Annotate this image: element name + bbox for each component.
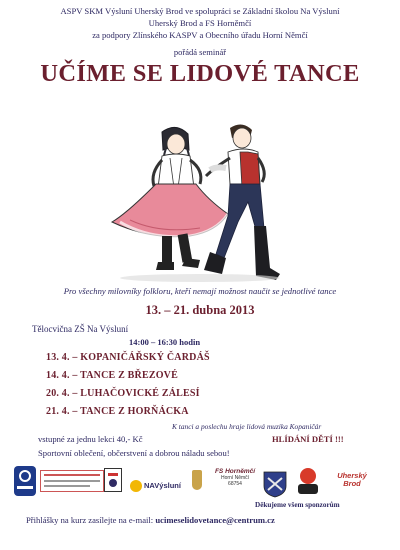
footer-text: Přihlášky na kurz zasílejte na e-mail: bbox=[26, 515, 154, 525]
man-dancer bbox=[204, 124, 280, 280]
uh-text-2: Brod bbox=[343, 479, 361, 488]
seminar-dates: 13. – 21. dubna 2013 bbox=[145, 303, 255, 317]
schedule-date: 13. 4. bbox=[46, 352, 70, 363]
schedule-list bbox=[46, 352, 210, 424]
dancing-couple-illustration bbox=[90, 118, 320, 293]
sport-logo bbox=[14, 466, 36, 496]
entry-fee: vstupné za jednu lekci 40,- Kč bbox=[38, 434, 143, 444]
mascot-logo bbox=[296, 466, 322, 496]
contact-email[interactable]: ucimeselidovetance@centrum.cz bbox=[155, 515, 275, 525]
hours: 14:00 – 16:30 hodin bbox=[129, 337, 201, 347]
childcare-note: HLÍDÁNÍ DĚTÍ !!! bbox=[272, 434, 344, 444]
poster-title: UČÍME SE LIDOVÉ TANCE bbox=[40, 60, 360, 87]
uhersky-brod-logo bbox=[332, 466, 372, 496]
fs-zip: 68754 bbox=[228, 481, 242, 487]
woman-dancer bbox=[112, 127, 228, 270]
schedule-item bbox=[46, 370, 210, 388]
organizer-line-3: za podpory Zlínského KASPV a Obecního úřadu Horní Němčí bbox=[92, 30, 308, 40]
footer-line bbox=[26, 515, 275, 525]
schedule-date: 14. 4. bbox=[46, 370, 70, 381]
uh-text-1: Uherský bbox=[337, 471, 367, 480]
organizer-line-2: Uherský Brod a FS Horněmčí bbox=[148, 18, 252, 28]
schedule-dance: – TANCE Z HORŇÁCKA bbox=[72, 406, 189, 417]
fs-name: FS Horněmčí bbox=[214, 468, 256, 475]
schedule-item bbox=[46, 388, 210, 406]
schedule-date: 20. 4. bbox=[46, 388, 70, 399]
dress-note: Sportovní oblečení, občerstvení a dobrou náladu sebou! bbox=[38, 448, 230, 458]
fs-hornemci-logo bbox=[210, 468, 260, 498]
aspv-logo bbox=[40, 470, 104, 492]
music-note: K tanci a poslechu hraje lidová muzika Kopaničár bbox=[172, 422, 322, 431]
town-crest-logo bbox=[262, 470, 288, 498]
schedule-date: 21. 4. bbox=[46, 406, 70, 417]
poster-subtitle: Pro všechny milovníky folkloru, kteří nemají možnost naučit se jednotlivé tance bbox=[63, 286, 337, 296]
crest-logo bbox=[190, 468, 204, 494]
schedule-item bbox=[46, 352, 210, 370]
na-vysluni-logo bbox=[130, 480, 190, 494]
schedule-dance: – KOPANIČÁŘSKÝ ČARDÁŠ bbox=[72, 352, 210, 363]
presents-line: pořádá seminář bbox=[173, 47, 227, 57]
organizer-line-1: ASPV SKM Výsluní Uherský Brod ve spolupráci se Základní školou Na Výsluní bbox=[60, 6, 340, 16]
schedule-dance: – TANCE Z BŘEZOVÉ bbox=[72, 370, 178, 381]
fs-town: Horní Němčí bbox=[220, 475, 250, 481]
sport-badge-logo bbox=[104, 468, 122, 492]
schedule-dance: – LUHAČOVICKÉ ZÁLESÍ bbox=[72, 388, 200, 399]
venue: Tělocvična ZŠ Na Výsluní bbox=[32, 324, 129, 334]
na-vysluni-text: NAVýsluní bbox=[144, 481, 181, 490]
sponsor-thanks: Děkujeme všem sponzorům bbox=[255, 501, 340, 509]
